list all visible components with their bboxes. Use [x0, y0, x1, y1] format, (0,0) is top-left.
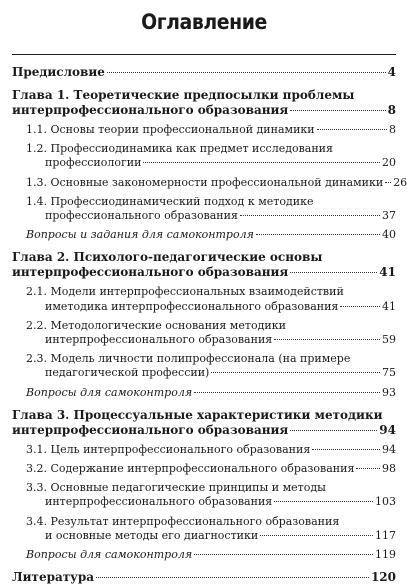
toc-entry-text: 2.2. Методологические основания методики — [26, 318, 286, 332]
toc-questions-line[interactable] — [12, 228, 396, 242]
chapter-heading-line — [12, 250, 396, 265]
toc-section-line[interactable] — [12, 529, 396, 543]
toc-entry-text: 1.2. Профессиодинамика как предмет исследования — [26, 142, 333, 156]
dot-leader — [290, 430, 377, 431]
toc-entry-text: интерпрофессионального образования — [12, 103, 289, 117]
toc-entry-text: педагогической профессии) — [45, 366, 210, 380]
dot-leader — [194, 392, 380, 393]
chapter-heading-line[interactable] — [12, 265, 396, 280]
toc-entry-text: 3.4. Результат интерпрофессионального образования — [26, 514, 340, 528]
toc-entry-text: Глава 1. Теоретические предпосылки проблемы — [12, 88, 355, 102]
dot-leader — [194, 554, 373, 555]
toc-section-line — [12, 195, 396, 209]
toc-section-line[interactable] — [12, 366, 396, 380]
toc-section-line[interactable] — [12, 462, 396, 476]
toc-section-line — [12, 481, 396, 495]
toc-page-number: 75 — [382, 366, 396, 380]
chapter-heading-line — [12, 88, 396, 103]
chapter-block — [12, 250, 396, 399]
toc-section-line[interactable] — [12, 333, 396, 347]
toc-section-line — [12, 142, 396, 156]
toc-entry-text: 1.4. Профессиодинамический подход к методике — [26, 194, 314, 208]
toc-entry-text: 3.3. Основные педагогические принципы и методы — [26, 481, 326, 495]
toc-entry-text: 3.1. Цель интерпрофессионального образования — [26, 442, 311, 456]
toc-entry-text: иметодика интерпрофессионального образования — [45, 299, 339, 313]
dot-leader — [143, 162, 380, 163]
toc-entry-text: Глава 3. Процессуальные характеристики методики — [12, 407, 383, 422]
dot-leader — [290, 110, 385, 111]
dot-leader — [340, 306, 380, 307]
toc-page-number: 40 — [382, 228, 396, 242]
toc-entry-text: 3.2. Содержание интерпрофессионального образования — [26, 462, 355, 476]
toc-page-number: 26 — [393, 175, 407, 189]
toc-entry-preface[interactable] — [12, 65, 396, 80]
toc-entry-text: 1.1. Основы теории профессиональной динамики — [26, 123, 315, 136]
toc-page-number: 93 — [382, 385, 396, 399]
dot-leader — [356, 468, 380, 469]
toc-page-number: 37 — [382, 209, 396, 223]
toc-entry-text: Литература — [12, 570, 95, 585]
toc-entry-text: Вопросы и задания для самоконтроля — [26, 228, 254, 242]
dot-leader — [274, 501, 373, 502]
chapter-block — [12, 88, 407, 242]
toc-page-number: 4 — [387, 65, 396, 79]
toc-page-number: 117 — [375, 528, 396, 542]
toc-section-line[interactable] — [12, 495, 396, 509]
toc-section-line — [12, 285, 396, 299]
toc-page-number: 59 — [382, 333, 396, 347]
toc-page-number: 120 — [370, 570, 396, 585]
toc-entry-text: профессиологии — [45, 156, 142, 170]
toc-entry-text: 2.3. Модель личности полипрофессионала (на примере — [26, 352, 351, 366]
toc-section-line[interactable] — [12, 209, 396, 223]
toc-section-line[interactable] — [12, 175, 407, 190]
toc-entry-text: интерпрофессионального образования — [45, 333, 273, 347]
toc-section-line — [12, 515, 396, 529]
dot-leader — [240, 215, 380, 216]
toc-section-line[interactable] — [12, 156, 396, 170]
chapter-heading-line[interactable] — [12, 103, 396, 118]
toc-entry-text: 2.1. Модели интерпрофессиональных взаимодействий — [26, 285, 344, 299]
toc-page-number: 103 — [375, 495, 396, 509]
page-title: Оглавление — [141, 10, 267, 34]
spacer — [12, 400, 396, 408]
toc-entry-text: Вопросы для самоконтроля — [26, 385, 193, 399]
spacer — [12, 242, 396, 250]
dot-leader — [317, 129, 387, 130]
toc-page-number: 119 — [375, 548, 396, 562]
dot-leader — [211, 372, 380, 373]
chapter-heading-line — [12, 408, 396, 423]
toc-section-line[interactable] — [12, 123, 396, 137]
spacer — [12, 562, 396, 570]
dot-leader — [385, 182, 391, 183]
toc-entry-text: Глава 2. Психолого-педагогические основы — [12, 250, 323, 265]
toc-page-number: 98 — [382, 462, 396, 476]
dot-leader — [274, 339, 380, 340]
toc-entry-text: профессионального образования — [45, 209, 238, 223]
toc-page-number: 94 — [379, 422, 396, 437]
dot-leader — [260, 535, 373, 536]
toc-page-number: 8 — [389, 123, 396, 136]
chapter-block — [12, 408, 396, 562]
toc-questions-line[interactable] — [12, 386, 396, 400]
spacer — [12, 80, 396, 88]
dot-leader — [312, 449, 380, 450]
toc-page-number: 41 — [382, 299, 396, 313]
toc-entry-text: Предисловие — [12, 65, 105, 79]
toc-page-number: 41 — [379, 265, 396, 280]
toc-entry-text: 1.3. Основные закономерности профессиональной динамики — [26, 175, 384, 189]
chapters-list — [12, 80, 407, 570]
toc-section-line[interactable] — [12, 300, 396, 314]
toc-section-line — [12, 352, 396, 366]
toc-entry-text: интерпрофессионального образования — [12, 265, 289, 280]
dot-leader — [107, 72, 386, 73]
toc-entry-text: интерпрофессионального образования — [12, 422, 289, 437]
toc-page-number: 20 — [382, 156, 396, 170]
toc-section-line[interactable] — [12, 443, 396, 457]
dot-leader — [290, 272, 377, 273]
chapter-heading-line[interactable] — [12, 423, 396, 438]
toc-page-number: 8 — [387, 103, 396, 117]
toc-section-line — [12, 319, 396, 333]
toc-entry-text: интерпрофессионального образования — [45, 495, 273, 509]
toc-questions-line[interactable] — [12, 548, 396, 562]
toc-page-number: 94 — [382, 442, 396, 456]
dot-leader — [256, 234, 380, 235]
toc-entry-text: Вопросы для самоконтроля — [26, 548, 193, 562]
top-divider — [12, 54, 396, 55]
dot-leader — [96, 577, 369, 578]
toc-entry-text: и основные методы его диагностики — [45, 528, 259, 542]
toc-entry-literature[interactable] — [12, 570, 396, 585]
